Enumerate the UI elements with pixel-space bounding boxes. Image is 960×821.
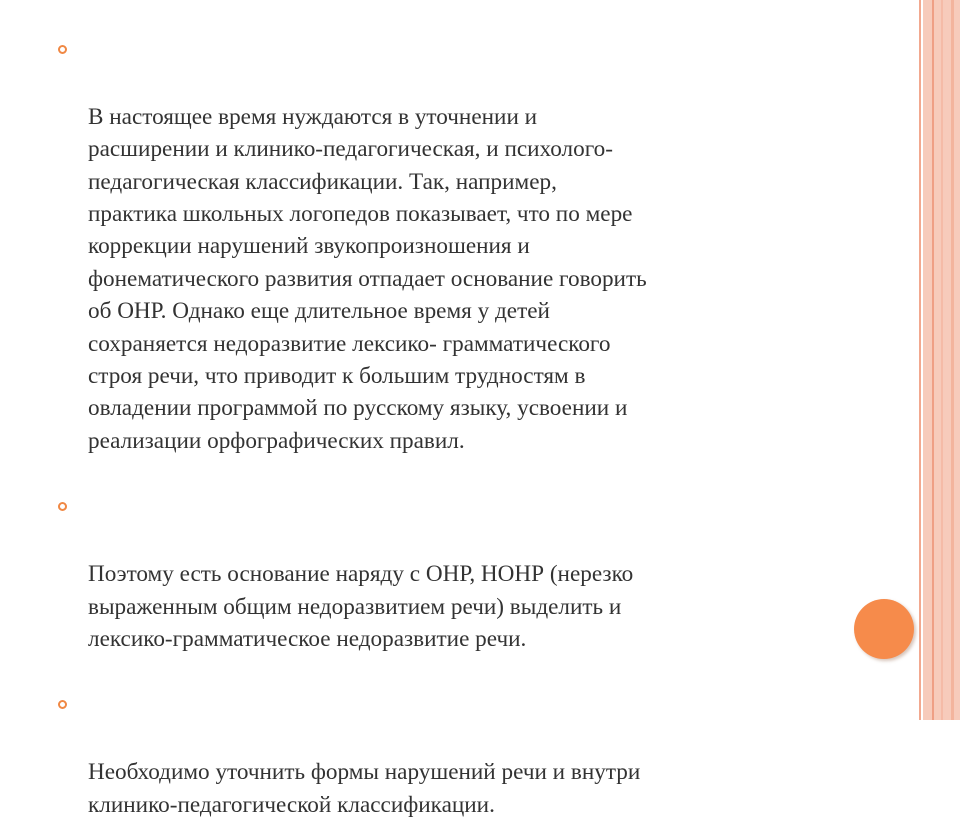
decorative-stripe (941, 0, 943, 720)
bullet-ring-icon (58, 502, 67, 511)
decorative-stripe (951, 0, 954, 720)
bullet-text: В настоящее время нуждаются в уточнении и расширении и клинико-педагогическая, и психолого- педагогическая классификации. Так, например, практика школьных логопедов показывает, что по мере коррекции нарушений звукопроизношения и фонематического развития отпадает основание говорить об ОНР. Однако еще длительное время у детей сохраняется недоразвитие лексико- грамматического строя речи, что приводит к большим трудностям в овладении программой по русскому языку, усвоении и реализации орфографических правил. (88, 103, 647, 454)
bullet-ring-icon (58, 45, 67, 54)
decorative-stripe (919, 0, 921, 720)
decorative-orange-circle (854, 599, 914, 659)
decorative-stripe (932, 0, 934, 720)
bullet-text: Необходимо уточнить формы нарушений речи и внутри клинико-педагогической классификации. (88, 759, 641, 818)
bullet-text: Поэтому есть основание наряду с ОНР, НОНР (нерезко выраженным общим недоразвитием речи) выделить и лексико-грамматическое недоразвитие речи. (88, 561, 634, 652)
bullet-item (58, 691, 838, 821)
bullet-ring-icon (58, 700, 67, 709)
bullet-item (58, 36, 838, 457)
slide-body (58, 36, 838, 821)
bullet-item (58, 493, 838, 655)
